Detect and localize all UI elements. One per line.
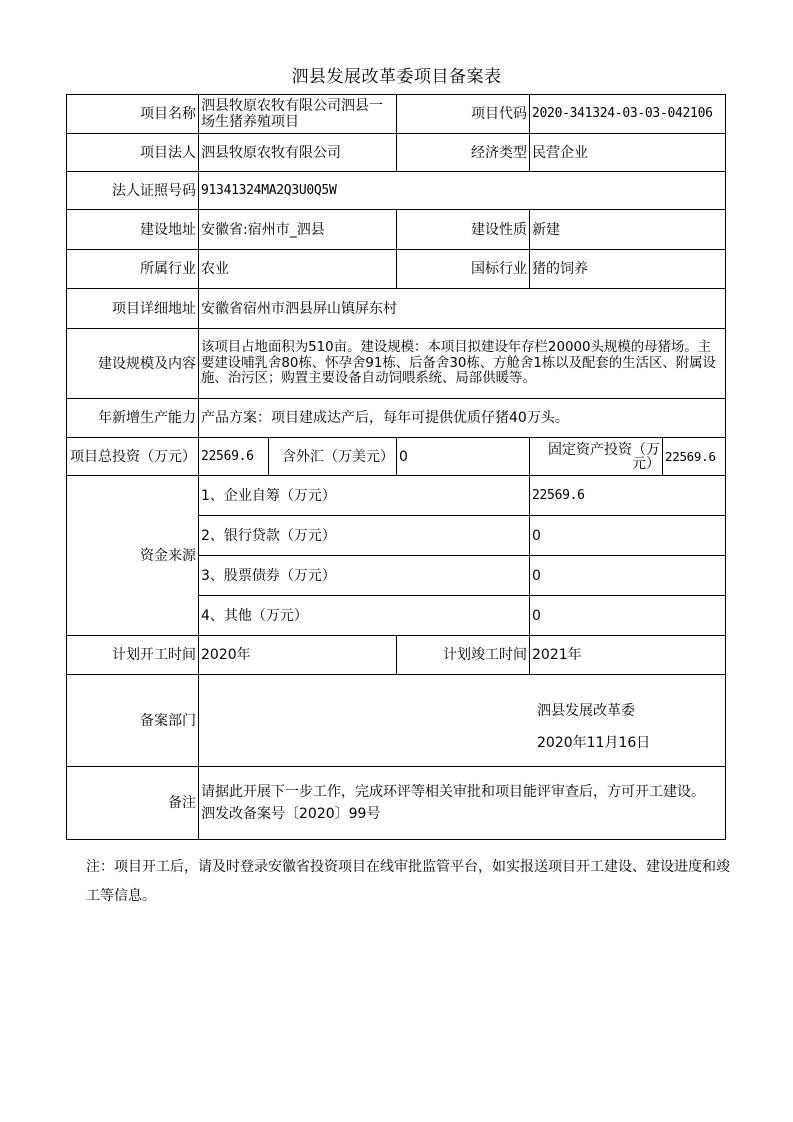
legal-person-label: 项目法人 — [67, 134, 199, 172]
row-detail-address — [67, 289, 726, 329]
nature-label: 建设性质 — [397, 210, 530, 250]
project-code-value: 2020-341324-03-03-042106 — [530, 95, 726, 134]
legal-person-value: 泗县牧原农牧有限公司 — [199, 134, 397, 172]
site-value: 安徽省:宿州市_泗县 — [199, 210, 397, 250]
start-time-label: 计划开工时间 — [67, 636, 199, 675]
license-label: 法人证照号码 — [67, 172, 199, 210]
row-filing — [67, 675, 726, 767]
row-site — [67, 210, 726, 250]
foreign-exchange-label: 含外汇（万美元） — [269, 438, 397, 476]
funding-item-value: 0 — [530, 596, 726, 636]
project-filing-table — [66, 94, 726, 840]
fixed-invest-value: 22569.6 — [663, 438, 726, 476]
funding-label: 资金来源 — [67, 476, 199, 636]
funding-item-value: 22569.6 — [530, 476, 726, 516]
detail-address-value: 安徽省宿州市泗县屏山镇屏东村 — [199, 289, 726, 329]
filing-date: 2020年11月16日 — [537, 735, 651, 751]
detail-address-label: 项目详细地址 — [67, 289, 199, 329]
capacity-label: 年新增生产能力 — [67, 399, 199, 438]
national-industry-label: 国标行业 — [397, 250, 530, 289]
nature-value: 新建 — [530, 210, 726, 250]
funding-item-label: 1、企业自筹（万元） — [199, 476, 530, 516]
national-industry-value: 猪的饲养 — [530, 250, 726, 289]
funding-row — [67, 476, 726, 516]
footnote: 注：项目开工后，请及时登录安徽省投资项目在线审批监管平台，如实报送项目开工建设、建设进度和竣工等信息。 — [86, 859, 730, 904]
start-time-value: 2020年 — [199, 636, 397, 675]
project-name-label: 项目名称 — [67, 95, 199, 134]
filing-cell — [199, 675, 726, 767]
row-industry — [67, 250, 726, 289]
row-project-name — [67, 95, 726, 134]
fixed-invest-label: 固定资产投资（万元） — [530, 438, 663, 476]
row-scale — [67, 329, 726, 399]
capacity-value: 产品方案：项目建成达产后，每年可提供优质仔猪40万头。 — [199, 399, 726, 438]
filing-number: 泗发改备案号〔2020〕99号 — [201, 806, 381, 822]
total-invest-value: 22569.6 — [199, 438, 269, 476]
scale-value: 该项目占地面积为510亩。建设规模：本项目拟建设年存栏20000头规模的母猪场。主要建设哺乳舍80栋、怀孕舍91栋、后备舍30栋、方舱舍1栋以及配套的生活区、附属设施、治污区；购置主要设备自动饲喂系统、局部供暖等。 — [199, 329, 726, 399]
license-value: 91341324MA2Q3U0Q5W — [199, 172, 726, 210]
industry-value: 农业 — [199, 250, 397, 289]
row-schedule — [67, 636, 726, 675]
row-legal-person — [67, 134, 726, 172]
industry-label: 所属行业 — [67, 250, 199, 289]
economic-type-value: 民营企业 — [530, 134, 726, 172]
funding-item-label: 3、股票债券（万元） — [199, 556, 530, 596]
funding-item-value: 0 — [530, 516, 726, 556]
funding-item-value: 0 — [530, 556, 726, 596]
row-investment — [67, 438, 726, 476]
economic-type-label: 经济类型 — [397, 134, 530, 172]
remarks-text: 请据此开展下一步工作，完成环评等相关审批和项目能评审查后，方可开工建设。 — [201, 784, 705, 800]
site-label: 建设地址 — [67, 210, 199, 250]
funding-item-label: 4、其他（万元） — [199, 596, 530, 636]
foreign-exchange-value: 0 — [397, 438, 530, 476]
scale-label: 建设规模及内容 — [67, 329, 199, 399]
filing-label: 备案部门 — [67, 675, 199, 767]
project-name-value: 泗县牧原农牧有限公司泗县一场生猪养殖项目 — [199, 95, 397, 134]
project-code-label: 项目代码 — [397, 95, 530, 134]
document-title: 泗县发展改革委项目备案表 — [291, 67, 502, 87]
remarks-cell — [199, 767, 726, 840]
row-capacity — [67, 399, 726, 438]
total-invest-label: 项目总投资（万元） — [67, 438, 199, 476]
filing-dept: 泗县发展改革委 — [537, 703, 635, 719]
funding-item-label: 2、银行贷款（万元） — [199, 516, 530, 556]
remarks-label: 备注 — [67, 767, 199, 840]
end-time-value: 2021年 — [530, 636, 726, 675]
row-remarks — [67, 767, 726, 840]
end-time-label: 计划竣工时间 — [397, 636, 530, 675]
row-license — [67, 172, 726, 210]
